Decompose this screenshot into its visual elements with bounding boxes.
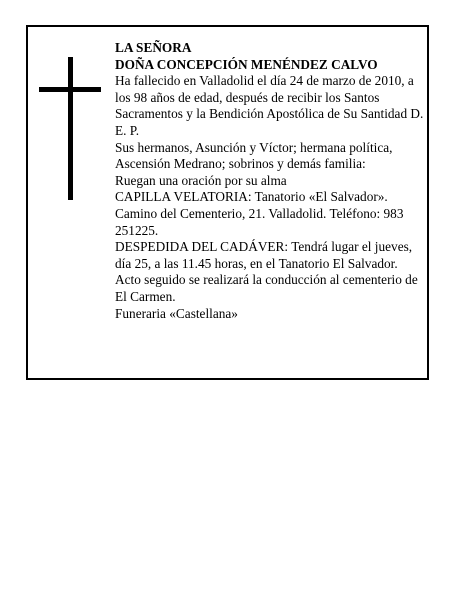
cross-horizontal-bar	[39, 87, 101, 92]
death-announcement: Ha fallecido en Valladolid el día 24 de marzo de 2010, a los 98 años de edad, después de recibir los Santos Sacramentos y la Bendición Apostólica de Su Santidad D. E. P.	[115, 73, 424, 138]
prayer-request: Ruegan una oración por su alma	[115, 172, 287, 188]
chapel-info: CAPILLA VELATORIA: Tanatorio «El Salvador». Camino del Cementerio, 21. Valladolid. Teléfono: 983 251225.	[115, 189, 404, 238]
deceased-name: DOÑA CONCEPCIÓN MENÉNDEZ CALVO	[115, 56, 378, 72]
family-list: Sus hermanos, Asunción y Víctor; hermana política, Ascensión Medrano; sobrinos y demás familia:	[115, 139, 393, 172]
obituary-notice	[26, 25, 429, 380]
funeral-home: Funeraria «Castellana»	[115, 305, 238, 321]
farewell-info: DESPEDIDA DEL CADÁVER: Tendrá lugar el jueves, día 25, a las 11.45 horas, en el Tanatorio El Salvador. Acto seguido se realizará la conducción al cementerio de El Carmen.	[115, 239, 418, 304]
cross-vertical-bar	[68, 57, 73, 200]
notice-text	[115, 40, 425, 322]
notice-heading-title: LA SEÑORA	[115, 40, 192, 55]
